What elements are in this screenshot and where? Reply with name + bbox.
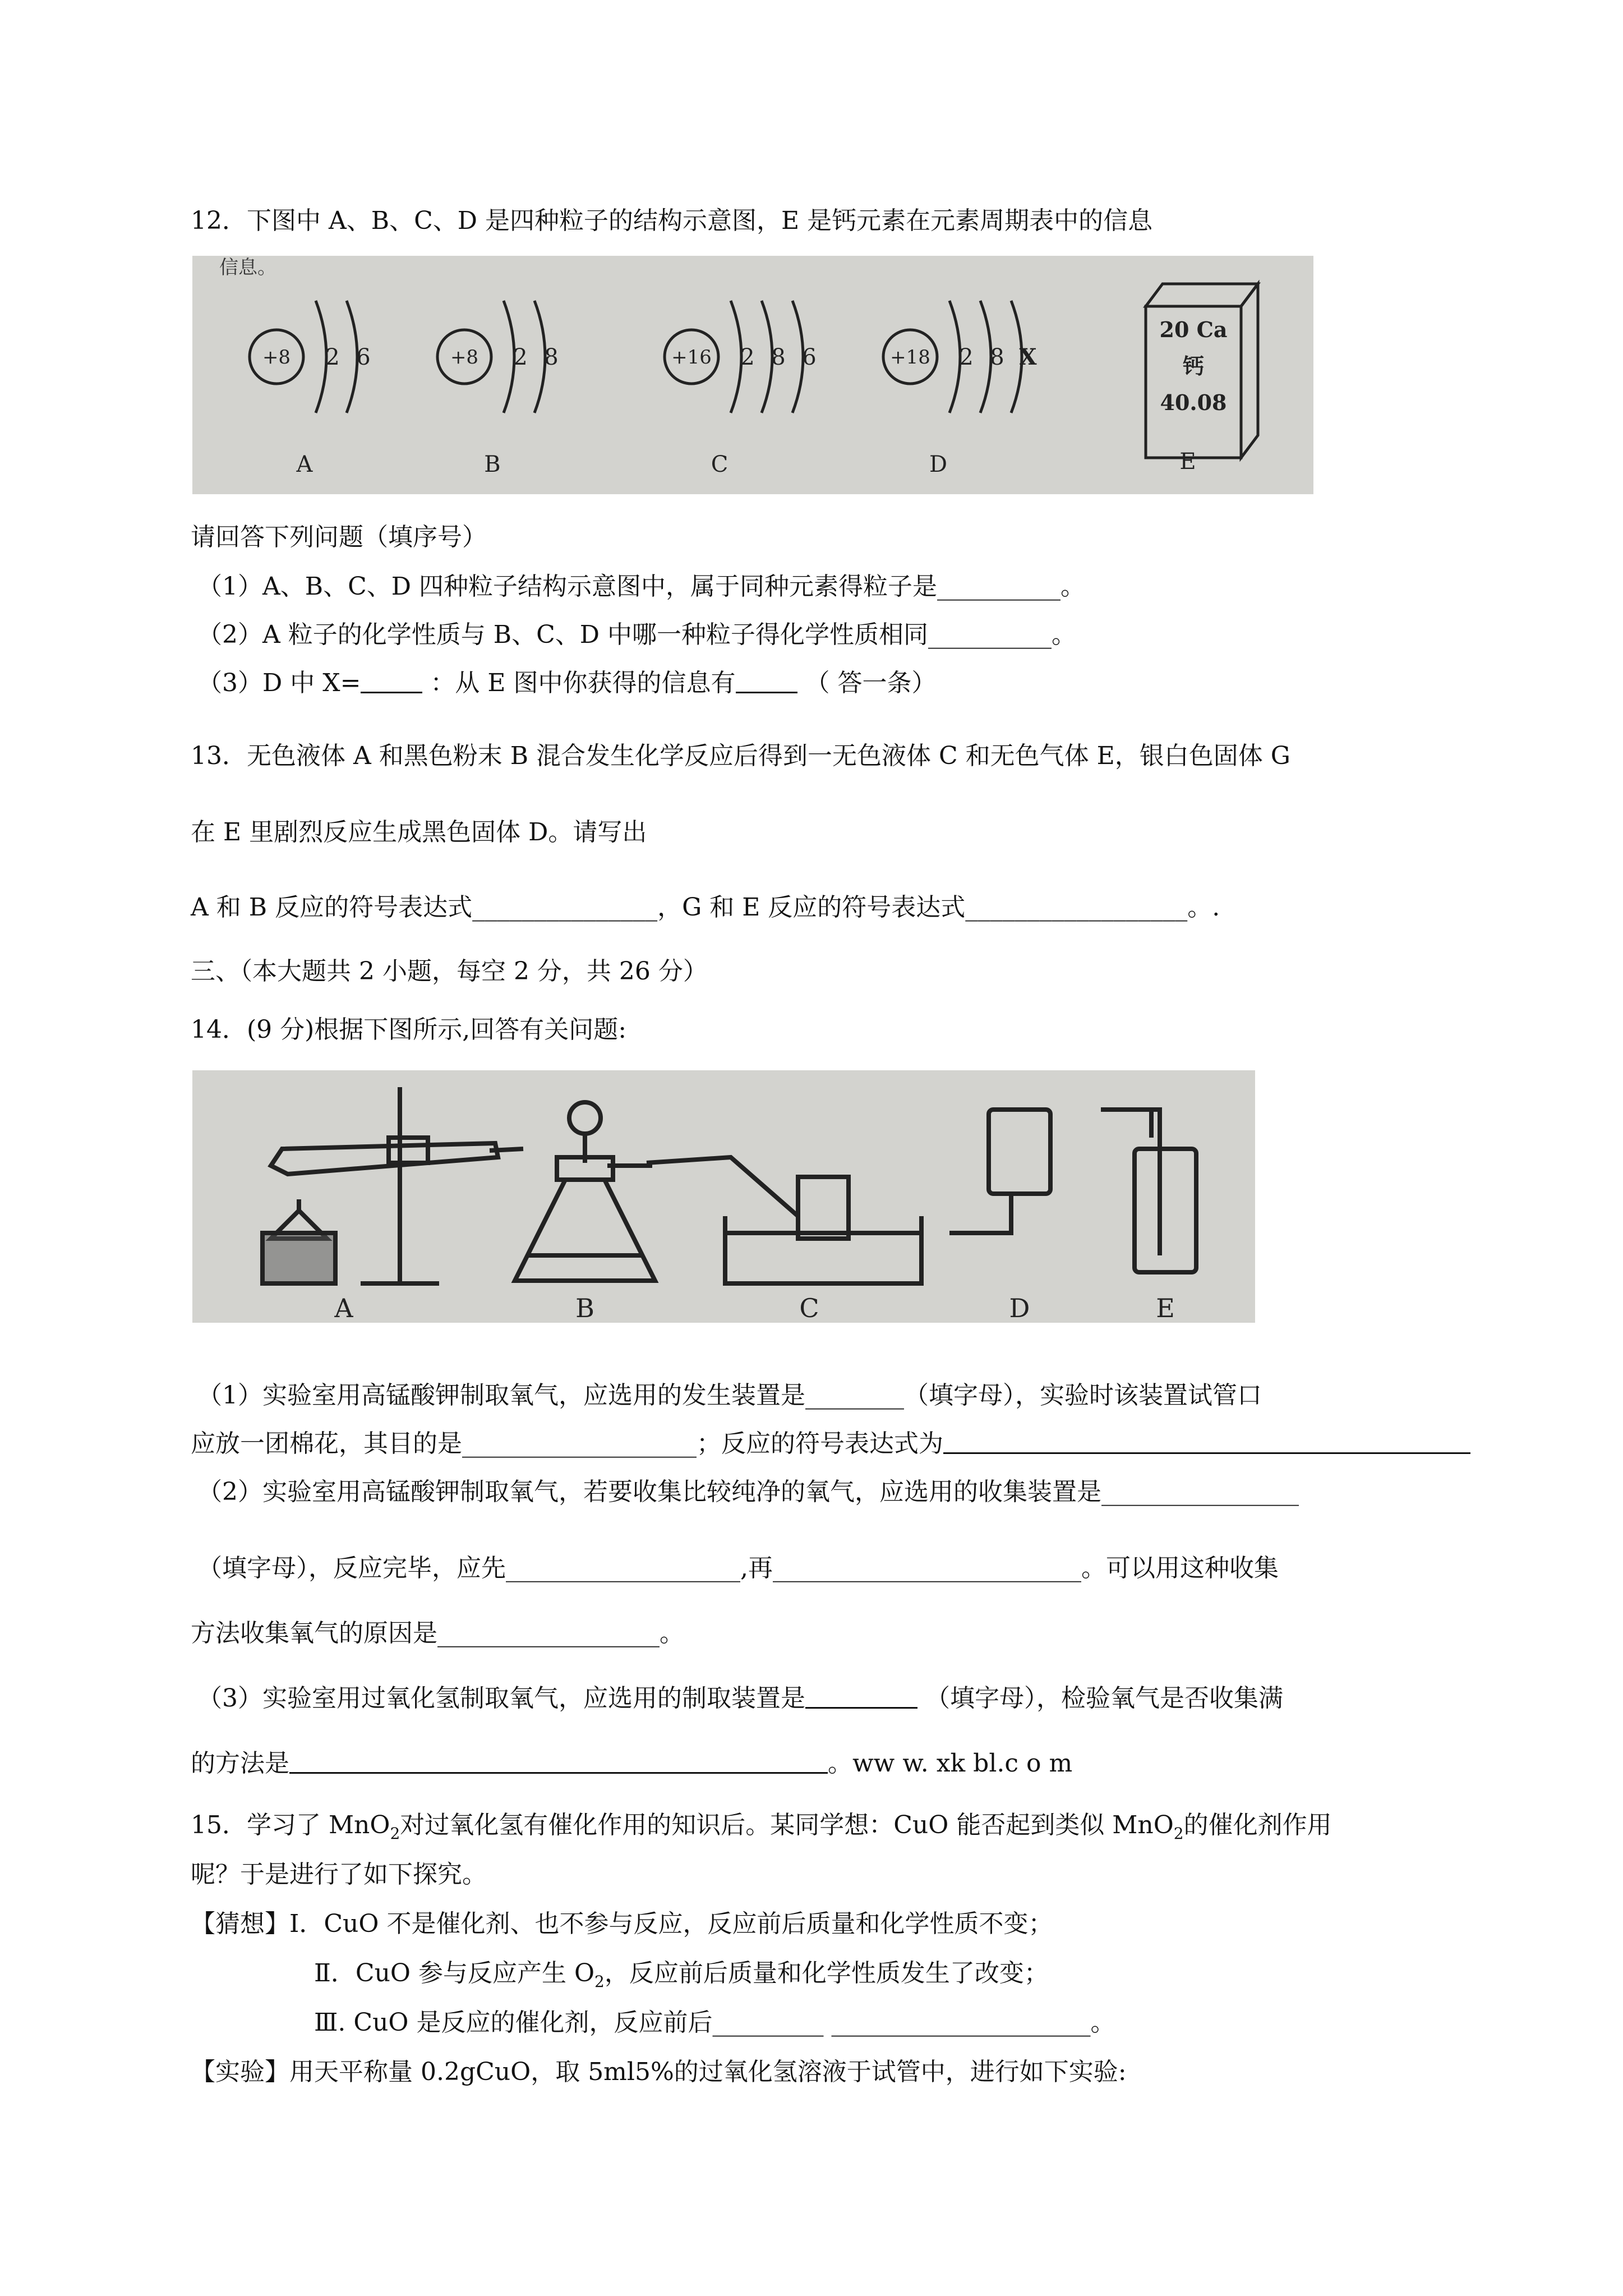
- apparatus-label-A: A: [334, 1293, 353, 1323]
- q12-part3-a: （3）D 中 X=: [197, 669, 361, 697]
- shell-electron-count: 2: [513, 344, 528, 370]
- atom-structure-figure: [192, 256, 1313, 494]
- nucleus-charge: +8: [450, 346, 479, 369]
- lab-apparatus-figure: [192, 1070, 1255, 1323]
- electron-shell-arc: [731, 301, 741, 413]
- q14-part3-a2: （填字母），检验氧气是否收集满: [925, 1684, 1283, 1713]
- bleed-text: 信息。: [219, 256, 276, 279]
- answer-blank-apparatus[interactable]: [805, 1685, 917, 1709]
- q12-part3: [197, 666, 937, 700]
- apparatus-label-E: E: [1156, 1293, 1175, 1323]
- electron-shell-arc: [534, 301, 545, 413]
- shell-electron-count: 2: [325, 344, 340, 370]
- apparatus-label-B: B: [575, 1293, 594, 1323]
- electron-shell-arc: [949, 301, 960, 413]
- apparatus-D: [949, 1110, 1050, 1233]
- shell-electron-count: 2: [959, 344, 974, 370]
- atom-label: D: [929, 452, 948, 477]
- q12-stem: 12．下图中 A、B、C、D 是四种粒子的结构示意图，E 是钙元素在元素周期表中的信息: [191, 206, 1153, 235]
- q15-experiment: 【实验】用天平称量 0.2gCuO，取 5ml5%的过氧化氢溶液于试管中，进行如下实验:: [191, 2058, 1127, 2086]
- q15-l1-b: 对过氧化氢有催化作用的知识后。某同学想：CuO 能否起到类似 MnO: [400, 1811, 1174, 1839]
- nucleus-charge: +8: [262, 346, 291, 369]
- q15-line1: [191, 1809, 1332, 1851]
- atom-diagram-D: [883, 301, 1037, 477]
- q12-part3-c: （ 答一条）: [805, 669, 937, 697]
- apparatus-label-D: D: [1009, 1293, 1030, 1323]
- subscript-2: 2: [1173, 1824, 1184, 1843]
- shell-electron-count: 8: [544, 344, 559, 370]
- apparatus-B: [515, 1102, 655, 1281]
- apparatus-E: [1101, 1110, 1196, 1272]
- answer-blank-method[interactable]: [289, 1750, 828, 1774]
- q15-guess1: 【猜想】Ⅰ．CuO 不是催化剂、也不参与反应，反应前后质量和化学性质不变；: [191, 1910, 1053, 1938]
- shell-electron-count: 2: [740, 344, 755, 370]
- electron-shell-arc: [980, 301, 991, 413]
- nucleus-charge: +16: [671, 346, 712, 369]
- q15-line2: 呢？于是进行了如下探究。: [191, 1860, 487, 1889]
- electron-shell-arc: [504, 301, 514, 413]
- q14-part2-line2: （填字母），反应完毕，应先___________________,再_________________________。可以用这种收集: [197, 1554, 1279, 1582]
- apparatus-C: [647, 1157, 921, 1283]
- subscript-2: 2: [390, 1824, 400, 1843]
- q14-part1-line2: [191, 1427, 1470, 1461]
- q12-part2: （2）A 粒子的化学性质与 B、C、D 中哪一种粒子得化学性质相同__________。: [197, 620, 1077, 649]
- q12-prompt: 请回答下列问题（填序号）: [191, 523, 487, 551]
- atom-diagram-A: [250, 301, 371, 477]
- element-number-symbol: 20 Ca: [1159, 317, 1228, 342]
- q14-part3-b: 的方法是: [191, 1749, 289, 1778]
- answer-blank-info[interactable]: [736, 669, 797, 693]
- q14-part2-line1: （2）实验室用高锰酸钾制取氧气，若要收集比较纯净的氧气，应选用的收集装置是________________: [197, 1478, 1299, 1506]
- element-name: 钙: [1182, 353, 1205, 379]
- q15-l1-a: 15．学习了 MnO: [191, 1811, 390, 1839]
- q15-guess3: Ⅲ. CuO 是反应的催化剂，反应前后_________ _____________________。: [314, 2008, 1115, 2037]
- shell-electron-count: 8: [771, 344, 786, 370]
- q14-part3-line2: [191, 1747, 1072, 1780]
- atom-diagram-B: [437, 301, 559, 477]
- q15-l1-c: 的催化剂作用: [1183, 1811, 1332, 1839]
- shell-electron-count: 6: [802, 344, 817, 370]
- q12-part3-b: ：从 E 图中你获得的信息有: [430, 669, 736, 697]
- atom-label: A: [296, 452, 313, 477]
- q15-guess2: [314, 1957, 1049, 1999]
- q15-g2-b: ，反应前后质量和化学性质发生了改变；: [604, 1959, 1049, 1987]
- element-mass: 40.08: [1160, 390, 1227, 415]
- shell-electron-count: X: [1019, 344, 1037, 370]
- q13-line1: 13．无色液体 A 和黑色粉末 B 混合发生化学反应后得到一无色液体 C 和无色气体 E，银白色固体 G: [191, 742, 1290, 770]
- element-box-E: [1146, 284, 1258, 475]
- apparatus-label-C: C: [799, 1293, 819, 1323]
- nucleus-charge: +18: [890, 346, 930, 369]
- atom-label: C: [711, 452, 728, 477]
- electron-shell-arc: [792, 301, 803, 413]
- element-box-label: E: [1179, 449, 1196, 475]
- q15-g2-a: Ⅱ．CuO 参与反应产生 O: [314, 1959, 595, 1987]
- q13-line3: A 和 B 反应的符号表达式_______________，G 和 E 反应的符号表达式__________________。.: [191, 893, 1220, 922]
- q14-stem: 14．(9 分)根据下图所示,回答有关问题:: [191, 1015, 627, 1044]
- subscript-2: 2: [594, 1972, 605, 1991]
- q14-part3-line1: [197, 1682, 1283, 1715]
- q14-part2-line3: 方法收集氧气的原因是__________________。: [191, 1619, 684, 1648]
- atom-label: B: [484, 452, 501, 477]
- electron-shell-arc: [347, 301, 357, 413]
- answer-blank-equation[interactable]: [943, 1430, 1470, 1454]
- q14-part3-a: （3）实验室用过氧化氢制取氧气，应选用的制取装置是: [197, 1684, 805, 1713]
- q13-line2: 在 E 里剧烈反应生成黑色固体 D。请写出: [191, 818, 647, 846]
- q12-part1: （1）A、B、C、D 四种粒子结构示意图中，属于同种元素得粒子是__________。: [197, 572, 1086, 601]
- q14-part1-line2-text: 应放一团棉花，其目的是___________________；反应的符号表达式为: [191, 1429, 943, 1458]
- q14-part3-b2: 。ww w. xk bl.c o m: [828, 1749, 1073, 1778]
- atom-diagram-C: [665, 301, 817, 477]
- q14-part1-line1: （1）实验室用高锰酸钾制取氧气，应选用的发生装置是________（填字母），实验时该装置试管口: [197, 1381, 1262, 1410]
- answer-blank-x[interactable]: [361, 669, 422, 693]
- shell-electron-count: 6: [356, 344, 371, 370]
- electron-shell-arc: [316, 301, 326, 413]
- section-3-heading: 三、（本大题共 2 小题，每空 2 分，共 26 分）: [191, 957, 708, 986]
- shell-electron-count: 8: [990, 344, 1004, 370]
- electron-shell-arc: [762, 301, 772, 413]
- apparatus-A: [262, 1087, 523, 1283]
